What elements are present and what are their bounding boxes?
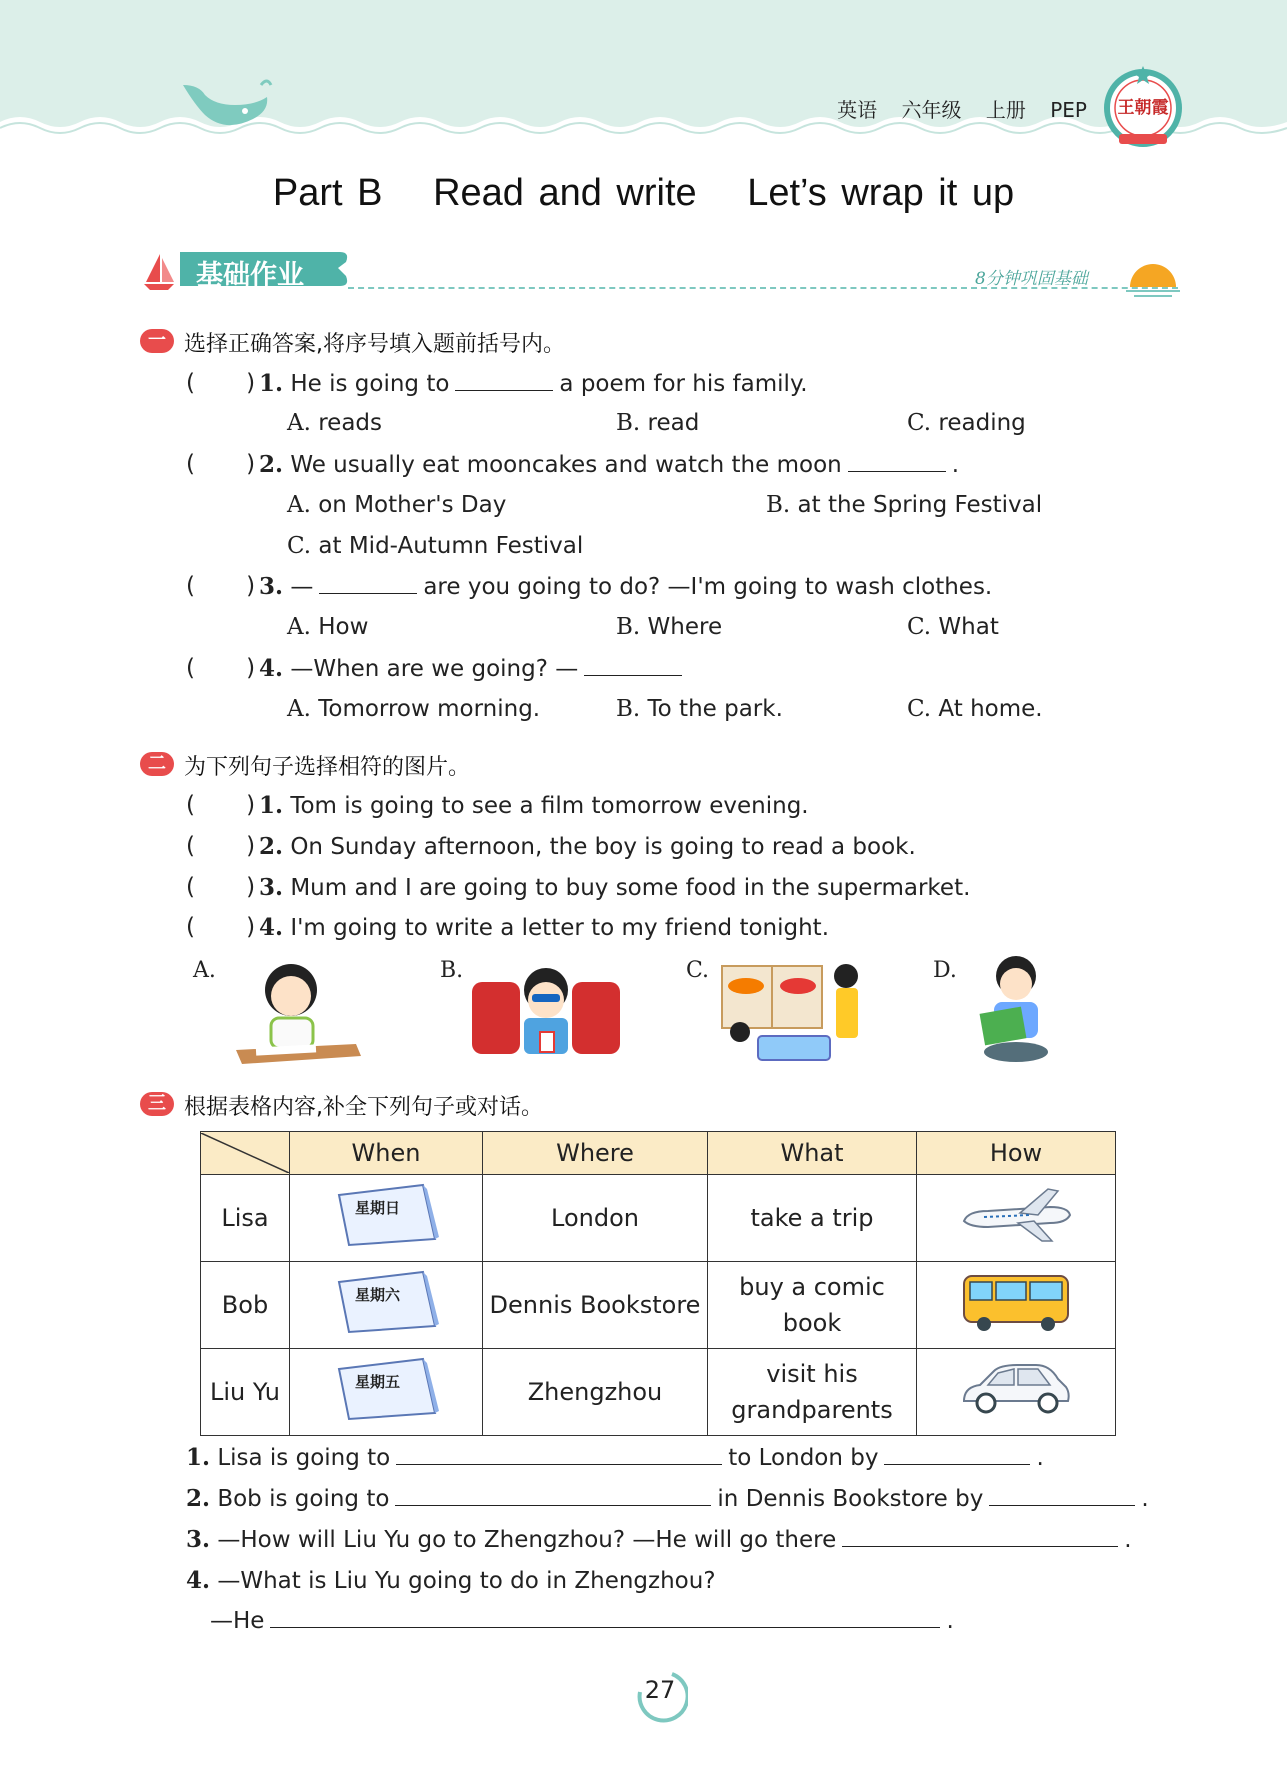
sentence-2: 2. On Sunday afternoon, the boy is going to read a book.	[259, 833, 916, 860]
answer-bracket[interactable]: ( )	[186, 451, 256, 477]
question-1	[259, 370, 808, 397]
question-2	[259, 451, 959, 478]
section2-title: 为下列句子选择相符的图片。	[184, 755, 471, 780]
option-b: B. read	[616, 410, 700, 436]
breadcrumb-subject: 英语	[837, 98, 878, 122]
info-table	[200, 1131, 1116, 1436]
question-text-pre: —When are we going? —	[290, 656, 579, 682]
diagonal-line	[201, 1133, 289, 1173]
option-a: A. reads	[287, 410, 383, 436]
table-cell-name: Liu Yu	[201, 1349, 290, 1436]
answer-blank[interactable]	[395, 1487, 711, 1506]
boy-reading-picture	[976, 954, 1056, 1066]
sentence-4: 4. I'm going to write a letter to my friend tonight.	[259, 914, 830, 941]
table-cell-what: buy a comic book	[708, 1262, 917, 1349]
answer-blank[interactable]	[396, 1446, 722, 1465]
question-3	[259, 573, 992, 600]
table-row	[201, 1262, 1116, 1349]
question-text-post: .	[951, 452, 960, 478]
supermarket-picture	[718, 956, 868, 1064]
answer-blank[interactable]	[884, 1446, 1030, 1465]
table-header-when: When	[290, 1132, 483, 1175]
option-a: A. How	[287, 614, 369, 640]
question-text-post: a poem for his family.	[559, 371, 808, 397]
table-corner	[201, 1132, 290, 1175]
table-cell-how	[917, 1262, 1116, 1349]
answer-blank[interactable]	[270, 1609, 940, 1628]
banner-note: 8分钟巩固基础	[975, 269, 1088, 289]
calendar-weekday: 星期日	[355, 1199, 401, 1217]
option-c: C. reading	[907, 410, 1026, 436]
answer-blank[interactable]	[842, 1528, 1118, 1547]
option-c: C. at Mid-Autumn Festival	[287, 533, 584, 559]
question-text-post: are you going to do? —I'm going to wash clothes.	[423, 574, 993, 600]
calendar-weekday: 星期六	[355, 1286, 401, 1304]
table-cell-what: visit his grandparents	[708, 1349, 917, 1436]
whale-icon	[175, 75, 275, 135]
fill-sentence-2: 2. Bob is going to in Dennis Bookstore by .	[186, 1485, 1149, 1512]
answer-blank[interactable]	[989, 1487, 1135, 1506]
picture-label-d: D.	[933, 958, 957, 983]
title-wrap: Let’s wrap it up	[747, 172, 1015, 214]
answer-blank[interactable]	[584, 657, 682, 676]
question-text-pre: —	[290, 574, 314, 600]
answer-bracket[interactable]: ( )	[186, 914, 256, 940]
table-header-how: How	[917, 1132, 1116, 1175]
calendar-icon	[331, 1357, 441, 1421]
table-cell-when	[290, 1262, 483, 1349]
table-cell-where: Zhengzhou	[483, 1349, 708, 1436]
option-c: C. At home.	[907, 696, 1043, 722]
option-b: B. Where	[616, 614, 723, 640]
table-cell-name: Bob	[201, 1262, 290, 1349]
title-part: Part B	[272, 172, 383, 214]
boy-at-cinema-picture	[470, 962, 622, 1062]
breadcrumb	[819, 94, 1087, 123]
option-b: B. To the park.	[616, 696, 783, 722]
breadcrumb-grade: 六年级	[901, 98, 962, 122]
table-cell-how	[917, 1175, 1116, 1262]
table-cell-how	[917, 1349, 1116, 1436]
banner-label: 基础作业	[196, 260, 304, 291]
title-section: Read and write	[433, 172, 697, 214]
option-a: A. Tomorrow morning.	[287, 696, 541, 722]
table-cell-when	[290, 1175, 483, 1262]
page-title	[0, 172, 1287, 215]
sentence-3: 3. Mum and I are going to buy some food in the supermarket.	[259, 874, 971, 901]
answer-bracket[interactable]: ( )	[186, 370, 256, 396]
page-number: 27	[644, 1676, 676, 1704]
table-row	[201, 1175, 1116, 1262]
table-header-what: What	[708, 1132, 917, 1175]
answer-bracket[interactable]: ( )	[186, 655, 256, 681]
answer-blank[interactable]	[319, 575, 417, 594]
picture-label-c: C.	[686, 958, 710, 983]
bus-icon	[958, 1270, 1074, 1334]
question-text-pre: He is going to	[290, 371, 450, 397]
car-icon	[958, 1357, 1074, 1421]
section1-title: 选择正确答案,将序号填入题前括号内。	[184, 332, 565, 357]
table-cell-where: London	[483, 1175, 708, 1262]
question-text-pre: We usually eat mooncakes and watch the moon	[290, 452, 842, 478]
table-cell-what: take a trip	[708, 1175, 917, 1262]
section1-number: 一	[140, 329, 174, 353]
answer-bracket[interactable]: ( )	[186, 792, 256, 818]
sentence-1: 1. Tom is going to see a film tomorrow evening.	[259, 792, 809, 819]
answer-bracket[interactable]: ( )	[186, 874, 256, 900]
fill-sentence-1: 1. Lisa is going to to London by .	[186, 1444, 1044, 1471]
answer-blank[interactable]	[455, 372, 553, 391]
calendar-icon	[331, 1270, 441, 1334]
fill-sentence-4-answer: —He .	[210, 1608, 954, 1634]
picture-label-a: A.	[193, 958, 216, 983]
option-c: C. What	[907, 614, 999, 640]
section2-number: 二	[140, 752, 174, 776]
table-cell-name: Lisa	[201, 1175, 290, 1262]
calendar-icon	[331, 1183, 441, 1247]
breadcrumb-edition: PEP	[1050, 98, 1087, 122]
plane-icon	[958, 1185, 1074, 1245]
question-4	[259, 655, 688, 682]
girl-writing-picture	[236, 960, 361, 1070]
option-a: A. on Mother's Day	[287, 492, 507, 518]
picture-label-b: B.	[440, 958, 464, 983]
table-header-row	[201, 1132, 1116, 1175]
table-header-where: Where	[483, 1132, 708, 1175]
answer-blank[interactable]	[848, 453, 946, 472]
section3-number: 三	[140, 1092, 174, 1116]
question-number: 1.	[259, 370, 284, 397]
question-number: 4.	[259, 655, 284, 682]
answer-bracket[interactable]: ( )	[186, 573, 256, 599]
table-cell-where: Dennis Bookstore	[483, 1262, 708, 1349]
fill-sentence-4: 4. —What is Liu Yu going to do in Zhengzhou?	[186, 1567, 716, 1594]
fill-sentence-3: 3. —How will Liu Yu go to Zhengzhou? —He will go there .	[186, 1526, 1132, 1553]
calendar-weekday: 星期五	[355, 1373, 401, 1391]
table-cell-when	[290, 1349, 483, 1436]
answer-bracket[interactable]: ( )	[186, 833, 256, 859]
question-number: 2.	[259, 451, 284, 478]
question-number: 3.	[259, 573, 284, 600]
sun-icon	[1124, 255, 1182, 299]
brand-name: 王朝霞	[1117, 98, 1169, 118]
table-row	[201, 1349, 1116, 1436]
section3-title: 根据表格内容,补全下列句子或对话。	[184, 1095, 543, 1120]
option-b: B. at the Spring Festival	[766, 492, 1043, 518]
breadcrumb-volume: 上册	[985, 98, 1026, 122]
